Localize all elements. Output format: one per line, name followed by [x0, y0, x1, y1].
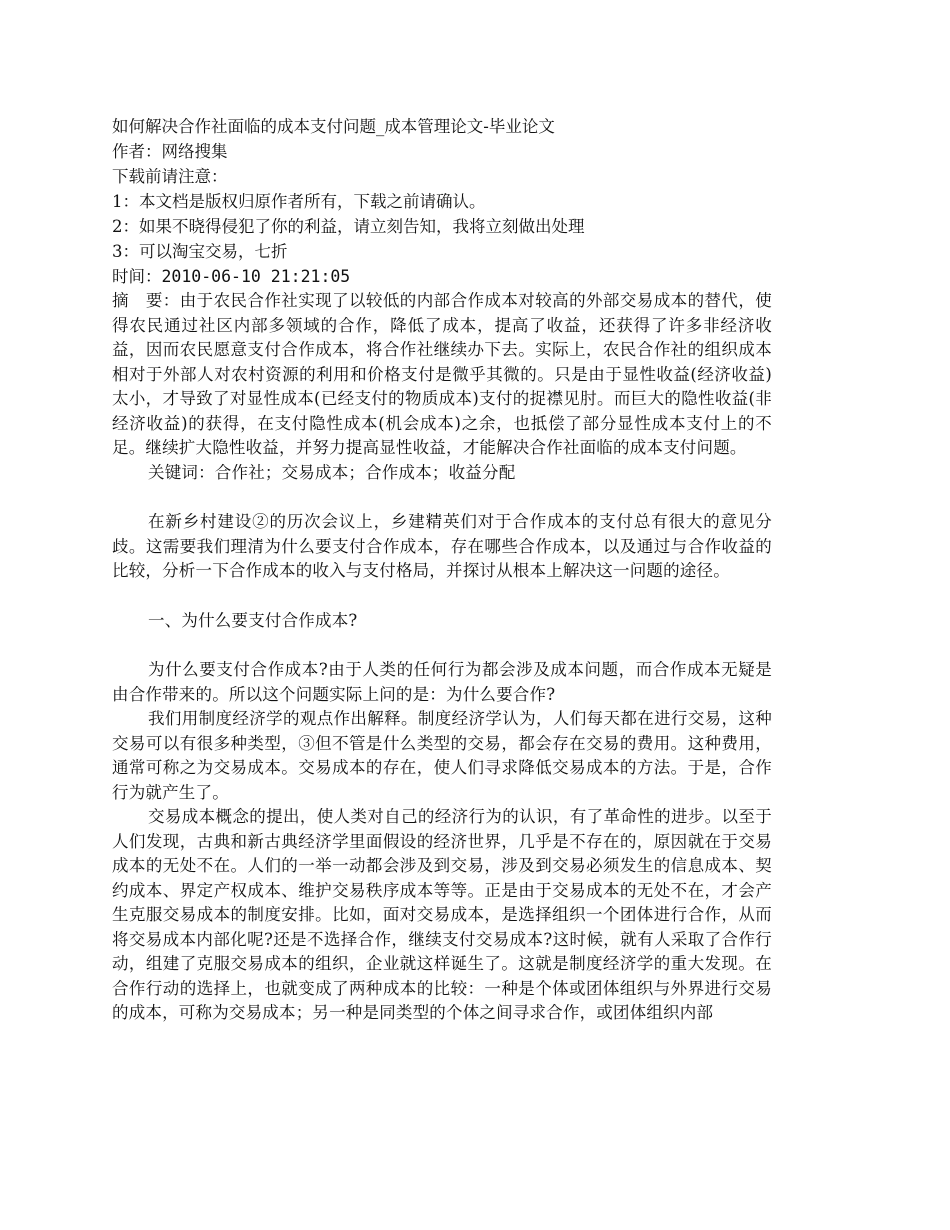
- body-paragraph: 交易成本概念的提出，使人类对自己的经济行为的认识，有了革命性的进步。以至于人们发现，古典和新古典经济学里面假设的经济世界，几乎是不存在的，原因就在于交易成本的无处不在。人们的一举一动都会涉及到交易，涉及到交易必须发生的信息成本、契约成本、界定产权成本、维护交易秩序成本等等。正是由于交易成本的无处不在，才会产生克服交易成本的制度安排。比如，面对交易成本，是选择组织一个团体进行合作，从而将交易成本内部化呢?还是不选择合作，继续支付交易成本?这时候，就有人采取了合作行动，组建了克服交易成本的组织，企业就这样诞生了。这就是制度经济学的重大发现。在合作行动的选择上，也就变成了两种成本的比较：一种是个体或团体组织与外界进行交易的成本，可称为交易成本；另一种是同类型的个体之间寻求合作，或团体组织内部: [112, 807, 772, 1022]
- notice-heading: 下载前请注意：: [112, 167, 228, 186]
- document-page: [112, 114, 772, 1026]
- spacer: [112, 584, 772, 609]
- author-line: 作者：网络搜集: [112, 142, 228, 161]
- time-value: 2010-06-10 21:21:05: [161, 267, 351, 286]
- notice-item-2: 2：如果不晓得侵犯了你的利益，请立刻告知，我将立刻做出处理: [112, 217, 585, 236]
- spacer: [112, 633, 772, 658]
- section-heading: 一、为什么要支付合作成本?: [148, 610, 358, 630]
- abstract-paragraph: 摘 要：由于农民合作社实现了以较低的内部合作成本对较高的外部交易成本的替代，使得农民通过社区内部多领域的合作，降低了成本，提高了收益，还获得了许多非经济收益，因而农民愿意支付合作成本，将合作社继续办下去。实际上，农民合作社的组织成本相对于外部人对农村资源的利用和价格支付是微乎其微的。只是由于显性收益(经济收益)太小，才导致了对显性成本(已经支付的物质成本)支付的捉襟见肘。而巨大的隐性收益(非经济收益)的获得，在支付隐性成本(机会成本)之余，也抵偿了部分显性成本支付上的不足。继续扩大隐性收益，并努力提高显性收益，才能解决合作社面临的成本支付问题。: [112, 291, 772, 457]
- intro-paragraph: 在新乡村建设②的历次会议上，乡建精英们对于合作成本的支付总有很大的意见分歧。这需要我们理清为什么要支付合作成本，存在哪些合作成本，以及通过与合作收益的比较，分析一下合作成本的收入与支付格局，并探讨从根本上解决这一问题的途径。: [112, 512, 772, 580]
- time-line: [112, 264, 772, 289]
- keywords-line: 关键词：合作社；交易成本；合作成本；收益分配: [148, 462, 516, 482]
- notice-item-3: 3：可以淘宝交易，七折: [112, 242, 288, 261]
- notice-item-1: 1：本文档是版权归原作者所有，下载之前请确认。: [112, 192, 486, 211]
- document-title: 如何解决合作社面临的成本支付问题_成本管理论文-毕业论文: [112, 117, 555, 136]
- time-label: 时间：: [112, 267, 162, 286]
- spacer: [112, 485, 772, 510]
- body-paragraph: 我们用制度经济学的观点作出解释。制度经济学认为，人们每天都在进行交易，这种交易可以有很多种类型，③但不管是什么类型的交易，都会存在交易的费用。这种费用，通常可称之为交易成本。交易成本的存在，使人们寻求降低交易成本的方法。于是，合作行为就产生了。: [112, 709, 772, 802]
- body-paragraph: 为什么要支付合作成本?由于人类的任何行为都会涉及成本问题，而合作成本无疑是由合作带来的。所以这个问题实际上问的是：为什么要合作?: [112, 660, 772, 704]
